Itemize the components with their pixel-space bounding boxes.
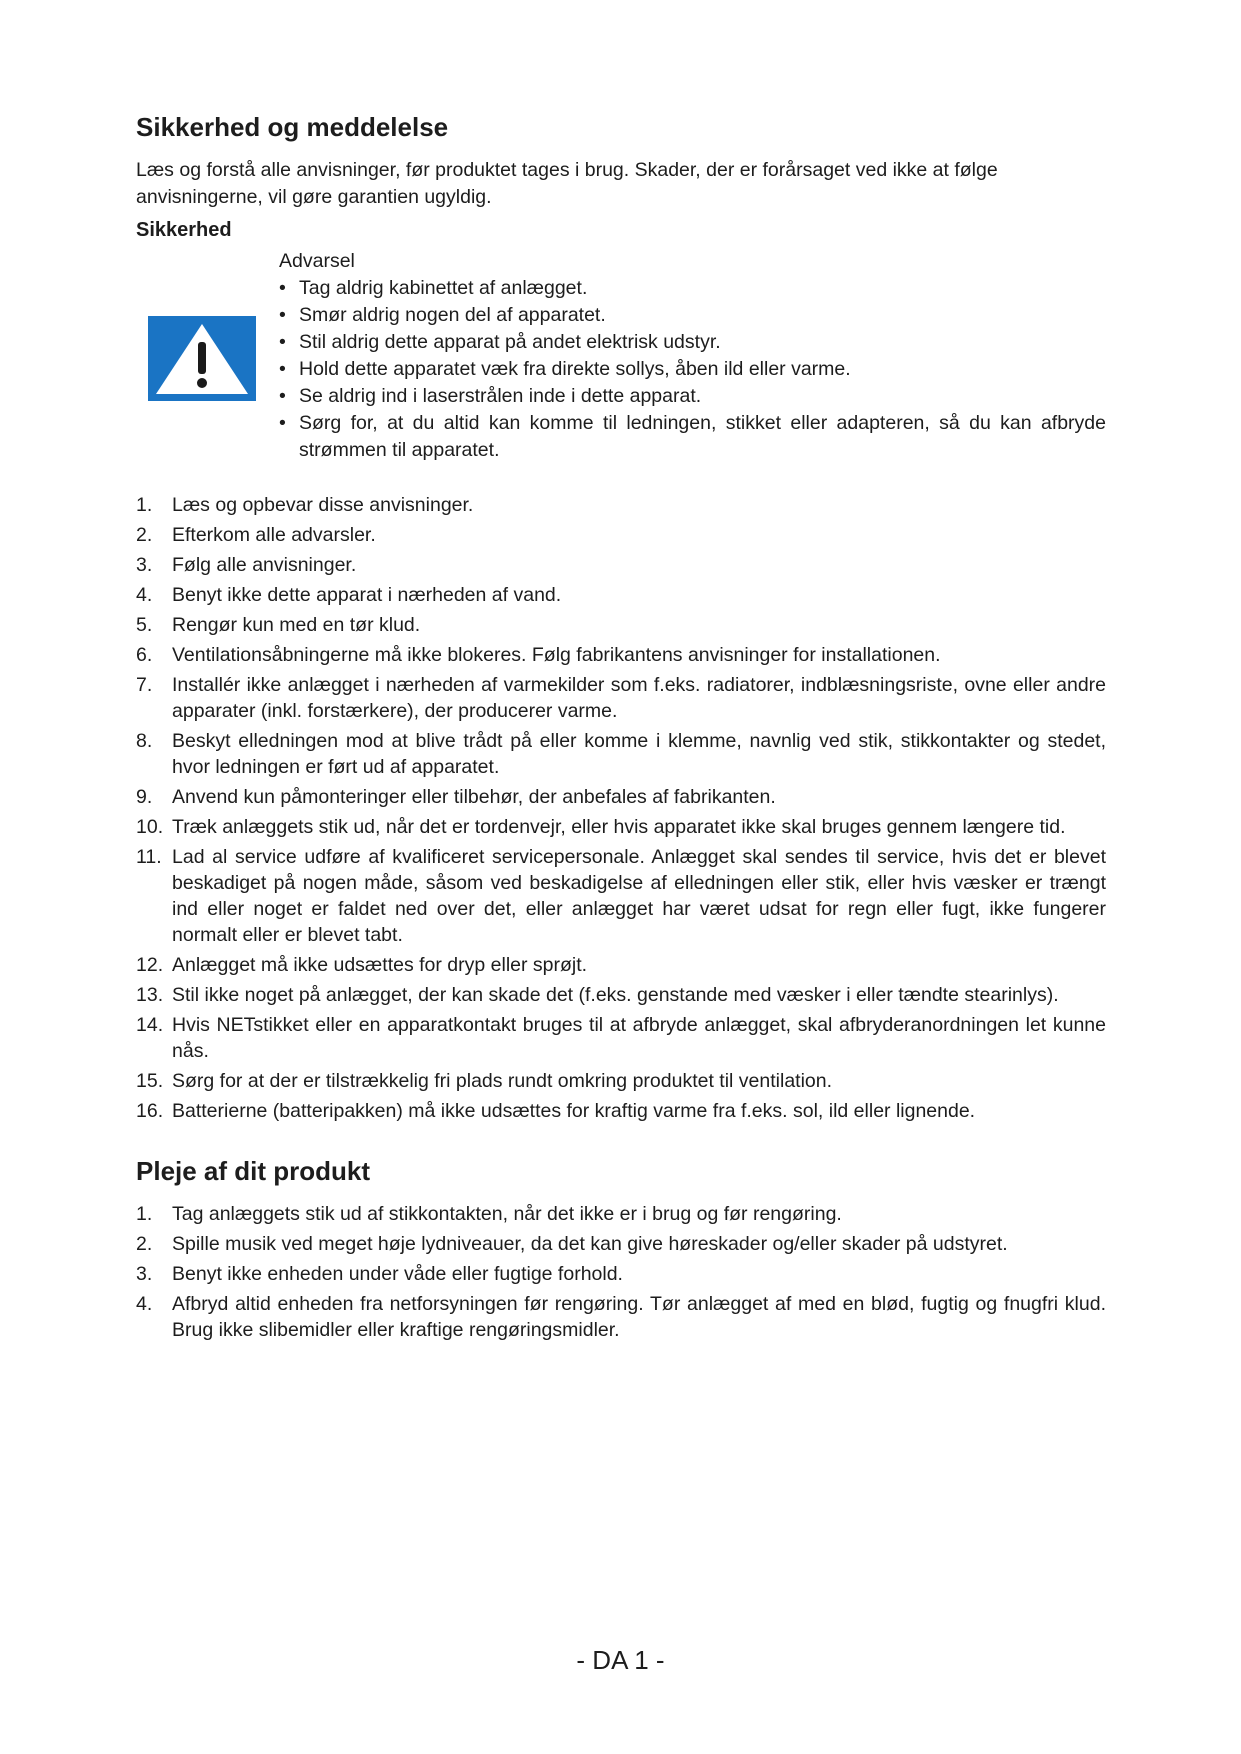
list-item	[136, 982, 1106, 1008]
item-text: Sørg for at der er tilstrækkelig fri plads rundt omkring produktet til ventilation.	[172, 1070, 833, 1092]
item-number: 8.	[136, 730, 153, 752]
warning-bullet: • Tag aldrig kabinettet af anlægget.	[279, 275, 1106, 302]
item-number: 7.	[136, 674, 153, 696]
item-text: Lad al service udføre af kvalificeret servicepersonale. Anlægget skal sendes til service, hvis det er blevet beskadiget på nogen måde, såsom ved beskadigelse af elledningen eller stik, eller hvis væsker er trængt ind eller noget er faldet ned over det, eller anlægget har været udsat for regn eller fugt, ikke fungerer normalt eller er blevet tabt.	[172, 846, 1106, 946]
list-item	[136, 612, 1106, 638]
item-number: 4.	[136, 1293, 153, 1315]
warning-bullet-list	[279, 275, 1106, 464]
item-number: 6.	[136, 644, 153, 666]
item-number: 2.	[136, 1233, 153, 1255]
item-number: 1.	[136, 1203, 153, 1225]
warning-bullet: • Stil aldrig dette apparat på andet elektrisk udstyr.	[279, 329, 1106, 356]
item-text: Hvis NETstikket eller en apparatkontakt bruges til at afbryde anlægget, skal afbryderanordningen let kunne nås.	[172, 1014, 1106, 1062]
item-text: Anlægget må ikke udsættes for dryp eller sprøjt.	[172, 954, 588, 976]
warning-bullet: • Smør aldrig nogen del af apparatet.	[279, 302, 1106, 329]
list-item	[136, 552, 1106, 578]
item-text: Tag anlæggets stik ud af stikkontakten, når det ikke er i brug og før rengøring.	[172, 1203, 842, 1225]
list-item	[136, 814, 1106, 840]
item-number: 3.	[136, 1263, 153, 1285]
item-number: 12.	[136, 954, 164, 976]
item-number: 2.	[136, 524, 153, 546]
item-text: Følg alle anvisninger.	[172, 554, 357, 576]
document-page	[136, 112, 1106, 1347]
warning-block	[136, 248, 1106, 492]
item-number: 5.	[136, 614, 153, 636]
warning-text	[279, 248, 1106, 464]
item-text: Installér ikke anlægget i nærheden af varmekilder som f.eks. radiatorer, indblæsningsriste, ovne eller andre apparater (inkl. forstærkere), der producerer varme.	[172, 674, 1106, 722]
list-item	[136, 1291, 1106, 1343]
item-number: 16.	[136, 1100, 164, 1122]
intro-paragraph: Læs og forstå alle anvisninger, før produktet tages i brug. Skader, der er forårsaget ved ikke at følge anvisningerne, vil gøre garantien ugyldig.	[136, 159, 998, 208]
list-item	[136, 952, 1106, 978]
item-text: Batterierne (batteripakken) må ikke udsættes for kraftig varme fra f.eks. sol, ild eller lignende.	[172, 1100, 976, 1122]
list-item	[136, 1098, 1106, 1124]
care-instruction-list	[136, 1201, 1106, 1343]
item-text: Benyt ikke enheden under våde eller fugtige forhold.	[172, 1263, 623, 1285]
item-text: Afbryd altid enheden fra netforsyningen før rengøring. Tør anlægget af med en blød, fugtig og fnugfri klud. Brug ikke slibemidler eller kraftige rengøringsmidler.	[172, 1293, 1106, 1341]
list-item	[136, 492, 1106, 518]
item-number: 3.	[136, 554, 153, 576]
item-text: Træk anlæggets stik ud, når det er tordenvejr, eller hvis apparatet ikke skal bruges gennem længere tid.	[172, 816, 1066, 838]
item-text: Benyt ikke dette apparat i nærheden af vand.	[172, 584, 562, 606]
item-text: Spille musik ved meget høje lydniveauer, da det kan give høreskader og/eller skader på udstyret.	[172, 1233, 1008, 1255]
safety-instruction-list	[136, 492, 1106, 1124]
list-item	[136, 672, 1106, 724]
care-section	[136, 1156, 1106, 1343]
item-text: Stil ikke noget på anlægget, der kan skade det (f.eks. genstande med væsker i eller tændte stearinlys).	[172, 984, 1059, 1006]
subtitle-safety: Sikkerhed	[136, 219, 232, 241]
list-item	[136, 844, 1106, 948]
list-item	[136, 784, 1106, 810]
item-number: 9.	[136, 786, 153, 808]
warning-heading: Advarsel	[279, 250, 355, 272]
list-item	[136, 1201, 1106, 1227]
item-number: 14.	[136, 1014, 164, 1036]
item-text: Efterkom alle advarsler.	[172, 524, 376, 546]
warning-triangle-icon	[148, 316, 256, 401]
item-number: 10.	[136, 816, 164, 838]
list-item	[136, 1261, 1106, 1287]
list-item	[136, 582, 1106, 608]
item-text: Anvend kun påmonteringer eller tilbehør, der anbefales af fabrikanten.	[172, 786, 776, 808]
item-number: 13.	[136, 984, 164, 1006]
item-number: 15.	[136, 1070, 164, 1092]
item-number: 4.	[136, 584, 153, 606]
list-item	[136, 1231, 1106, 1257]
item-number: 1.	[136, 494, 153, 516]
item-text: Rengør kun med en tør klud.	[172, 614, 421, 636]
item-number: 11.	[136, 846, 162, 868]
page-number: - DA 1 -	[576, 1645, 665, 1675]
list-item	[136, 1068, 1106, 1094]
list-item	[136, 642, 1106, 668]
section-title-safety: Sikkerhed og meddelelse	[136, 112, 449, 142]
item-text: Læs og opbevar disse anvisninger.	[172, 494, 474, 516]
list-item	[136, 1012, 1106, 1064]
warning-bullet: • Sørg for, at du altid kan komme til ledningen, stikket eller adapteren, så du kan afbryde strømmen til apparatet.	[279, 410, 1106, 464]
warning-bullet: • Hold dette apparatet væk fra direkte sollys, åben ild eller varme.	[279, 356, 1106, 383]
list-item	[136, 522, 1106, 548]
item-text: Ventilationsåbningerne må ikke blokeres. Følg fabrikantens anvisninger for installationen.	[172, 644, 941, 666]
warning-bullet: • Se aldrig ind i laserstrålen inde i dette apparat.	[279, 383, 1106, 410]
section-title-care: Pleje af dit produkt	[136, 1156, 371, 1186]
list-item	[136, 728, 1106, 780]
item-text: Beskyt elledningen mod at blive trådt på eller komme i klemme, navnlig ved stik, stikkontakter og stedet, hvor ledningen er ført ud af apparatet.	[172, 730, 1106, 778]
